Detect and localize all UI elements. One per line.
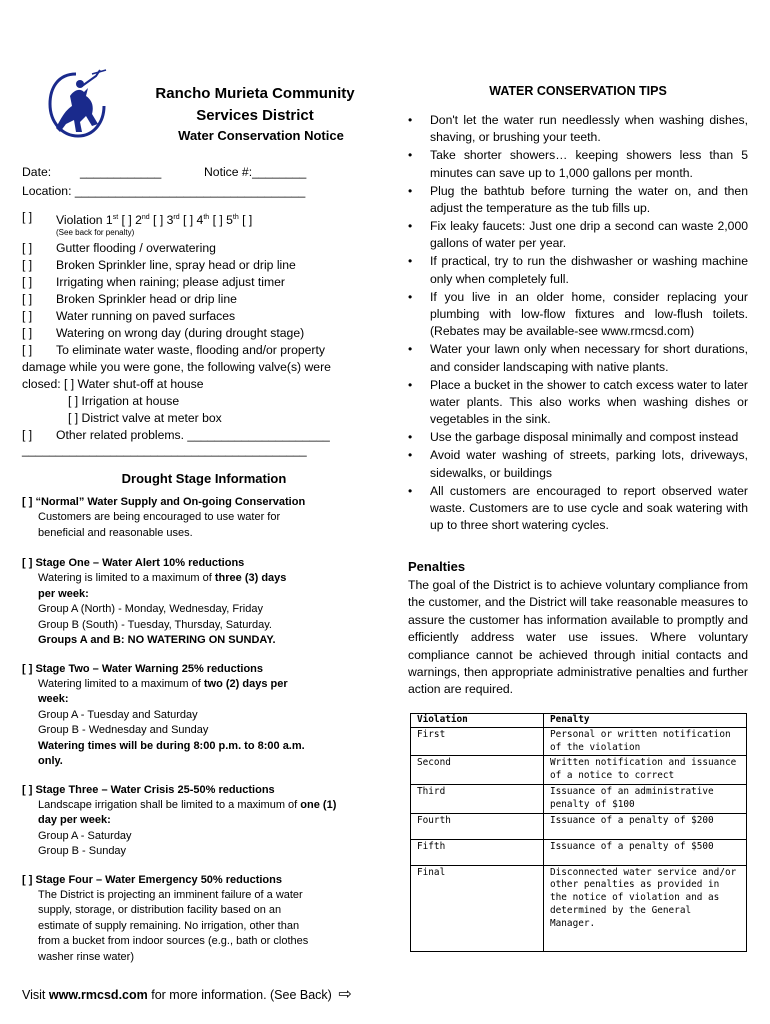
checkbox[interactable]: [ ]: [22, 309, 33, 323]
eliminate-text-2: damage while you were gone, the following valve(s) were: [22, 360, 331, 374]
text-line: Customers are being encouraged to use water for: [38, 511, 281, 523]
penalty-cell: Written notification and issuance of a notice to correct: [544, 756, 747, 785]
violation-row: [22, 209, 252, 229]
date-label: Date:: [22, 165, 52, 179]
text-line: [38, 571, 392, 587]
tip-item: • Water your lawn only when necessary for short durations, and consider landscaping with native plants.: [408, 341, 748, 376]
text-line: beneficial and reasonable uses.: [38, 526, 193, 539]
checkbox[interactable]: [ ]: [22, 241, 33, 255]
text-line: washer rinse water): [38, 950, 134, 963]
penalty-cell: Issuance of an administrative penalty of $100: [544, 784, 747, 813]
stage-one-heading[interactable]: [ ] Stage One – Water Alert 10% reductions: [22, 557, 245, 569]
check-label: Broken Sprinkler line, spray head or drip line: [56, 258, 296, 272]
check-label: Water running on paved surfaces: [56, 309, 236, 323]
violation-checkbox[interactable]: [ ]: [22, 210, 33, 224]
text-line: supply, storage, or distribution facility based on an: [38, 904, 282, 916]
notice-number-field[interactable]: Notice #:________: [204, 165, 307, 179]
website-link[interactable]: www.rmcsd.com: [48, 988, 148, 1002]
text-line: day per week:: [38, 814, 111, 826]
stage-one-body: [22, 571, 392, 649]
text-line: [38, 677, 392, 693]
text-line: [38, 798, 392, 814]
notice-title: Water Conservation Notice: [178, 128, 344, 143]
check-label: Irrigating when raining; please adjust timer: [56, 275, 285, 289]
district-logo: [36, 66, 116, 144]
text-bold: one (1): [300, 798, 337, 811]
check-label: Watering on wrong day (during drought stage): [56, 326, 305, 340]
penalty-cell: Personal or written notification of the violation: [544, 727, 747, 756]
tips-list: [408, 112, 748, 535]
column-header: Violation: [411, 714, 544, 728]
tip-item: • Place a bucket in the shower to catch excess water to later water plants. This also works when washing dishes or vegetables in the sink.: [408, 377, 748, 429]
text-line: estimate of supply remaining. No irrigation, other than: [38, 919, 300, 932]
stage-three-heading[interactable]: [ ] Stage Three – Water Crisis 25-50% reductions: [22, 783, 275, 796]
text-line: Group B (South) - Tuesday, Thursday, Saturday.: [38, 618, 272, 631]
check-item[interactable]: [22, 291, 331, 308]
check-item[interactable]: [22, 308, 331, 325]
stage-four-body: [22, 888, 392, 966]
tip-item: • Take shorter showers… keeping showers less than 5 minutes can save up to 1,000 gallons per month.: [408, 147, 748, 182]
stage-normal-body: [22, 510, 392, 541]
check-item[interactable]: [22, 325, 331, 342]
check-item[interactable]: [22, 257, 331, 274]
check-item[interactable]: [22, 274, 331, 291]
table-row: [411, 727, 747, 756]
drought-stages: [22, 494, 392, 965]
table-row: [411, 756, 747, 785]
section-divider: __________________________________________: [22, 443, 307, 457]
eliminate-text: To eliminate water waste, flooding and/or property: [56, 343, 325, 357]
table-header-row: [411, 714, 747, 728]
tip-item: • If practical, try to run the dishwasher or washing machine only when completely full.: [408, 253, 748, 288]
org-name-line1: Rancho Murieta Community: [155, 85, 355, 102]
tip-item: • Use the garbage disposal minimally and compost instead: [408, 429, 748, 446]
text-line: Group B - Wednesday and Sunday: [38, 724, 209, 736]
tip-item: • Avoid water washing of streets, parking lots, driveways, sidewalks, or buildings: [408, 447, 748, 482]
penalties-title: Penalties: [408, 559, 466, 574]
stage-two-body: [22, 677, 392, 770]
check-item[interactable]: [22, 342, 331, 359]
checkbox[interactable]: [ ]: [22, 343, 33, 357]
checkbox[interactable]: [ ]: [22, 292, 33, 306]
tip-item: • Plug the bathtub before turning the water on, and then adjust the temperature as the tub fills up.: [408, 183, 748, 218]
stage-normal-heading[interactable]: [ ] “Normal” Water Supply and On-going Conservation: [22, 496, 306, 508]
footer-text: Visit: [22, 988, 49, 1002]
text: Watering limited to a maximum of: [38, 677, 204, 690]
violation-text: Violation 1st [ ] 2nd [ ] 3rd [ ] 4th [ ] 5th [ ]: [56, 213, 253, 228]
text-line: Groups A and B: NO WATERING ON SUNDAY.: [38, 634, 276, 646]
check-label: Broken Sprinkler head or drip line: [56, 292, 237, 306]
text-line: Group A (North) - Monday, Wednesday, Friday: [38, 603, 263, 615]
violation-checklist: [22, 240, 331, 459]
footer-text-2: for more information. (See Back): [147, 988, 332, 1002]
penalty-table: [410, 713, 747, 952]
violation-cell: Third: [411, 784, 544, 813]
text-line: The District is projecting an imminent failure of a water: [38, 888, 303, 901]
org-name-line2: Services District: [196, 107, 314, 124]
check-label: Gutter flooding / overwatering: [56, 241, 216, 255]
tip-item: • If you live in an older home, consider replacing your plumbing with low-flow fixtures and low-flush toilets. (Rebates may be available-see www.rmcsd.com): [408, 289, 748, 341]
text-bold: two (2) days per: [203, 677, 288, 690]
text-line: Group A - Saturday: [38, 829, 132, 842]
stage-four-heading[interactable]: [ ] Stage Four – Water Emergency 50% reductions: [22, 873, 282, 886]
arrow-right-icon: ⇨: [338, 986, 352, 1003]
see-back-note: (See back for penalty): [56, 228, 135, 237]
table-row: [411, 813, 747, 839]
check-item[interactable]: [22, 240, 331, 257]
stage-two-heading[interactable]: [ ] Stage Two – Water Warning 25% reductions: [22, 662, 264, 675]
table-row: [411, 784, 747, 813]
checkbox[interactable]: [ ]: [22, 326, 33, 340]
penalty-cell: Issuance of a penalty of $500: [544, 839, 747, 865]
text-line: per week:: [38, 587, 89, 600]
column-header: Penalty: [544, 714, 747, 728]
text-line: from a bucket from indoor sources (e.g., bath or clothes: [38, 935, 309, 947]
date-field[interactable]: ____________: [80, 165, 162, 179]
text-line: week:: [38, 693, 69, 705]
other-problems-field[interactable]: Other related problems. _____________________: [56, 428, 330, 442]
tip-item: • Don't let the water run needlessly when washing dishes, shaving, or brushing your teeth.: [408, 112, 748, 147]
text-line: Group A - Tuesday and Saturday: [38, 708, 198, 721]
tips-title: WATER CONSERVATION TIPS: [489, 84, 667, 98]
table-row: [411, 839, 747, 865]
penalty-cell: Disconnected water service and/or other penalties as provided in the notice of violation and as determined by the General Manager.: [544, 865, 747, 951]
violation-cell: First: [411, 727, 544, 756]
text-line: Watering times will be during 8:00 p.m. to 8:00 a.m.: [38, 739, 305, 752]
valve-shutoff-option[interactable]: closed: [ ] Water shut-off at house: [22, 377, 204, 391]
violation-cell: Fourth: [411, 813, 544, 839]
checkbox[interactable]: [ ]: [22, 428, 33, 442]
violation-cell: Fifth: [411, 839, 544, 865]
text-line: only.: [38, 755, 63, 767]
tip-item: • Fix leaky faucets: Just one drip a second can waste 2,000 gallons of water per year.: [408, 218, 748, 253]
text-bold: three (3) days: [214, 572, 287, 584]
text-line: Group B - Sunday: [38, 845, 127, 857]
checkbox[interactable]: [ ]: [22, 258, 33, 272]
violation-cell: Final: [411, 865, 544, 951]
valve-irrigation-option[interactable]: [ ] Irrigation at house: [68, 394, 180, 408]
checkbox[interactable]: [ ]: [22, 275, 33, 289]
violation-cell: Second: [411, 756, 544, 785]
org-name: [130, 83, 380, 127]
valve-meter-option[interactable]: [ ] District valve at meter box: [68, 411, 222, 425]
footer-visit: [22, 984, 352, 1004]
drought-title: Drought Stage Information: [121, 471, 287, 486]
tip-item: • All customers are encouraged to report observed water waste. Customers are to use cycle and soak watering with up to three short watering cycles.: [408, 483, 748, 535]
table-row: [411, 865, 747, 951]
penalties-text: The goal of the District is to achieve voluntary compliance from the customer, and the District will take reasonable measures to assure the customer has information available to promptly and efficiently address water use issues. Where voluntary compliance cannot be achieved through initial contacts and warnings, then appropriate administrative penalties and further action are required.: [408, 578, 748, 697]
penalty-cell: Issuance of a penalty of $200: [544, 813, 747, 839]
stage-three-body: [22, 798, 392, 860]
location-field[interactable]: Location: __________________________________: [22, 184, 306, 198]
text: Landscape irrigation shall be limited to a maximum of: [38, 798, 301, 811]
text: Watering is limited to a maximum of: [38, 572, 215, 584]
